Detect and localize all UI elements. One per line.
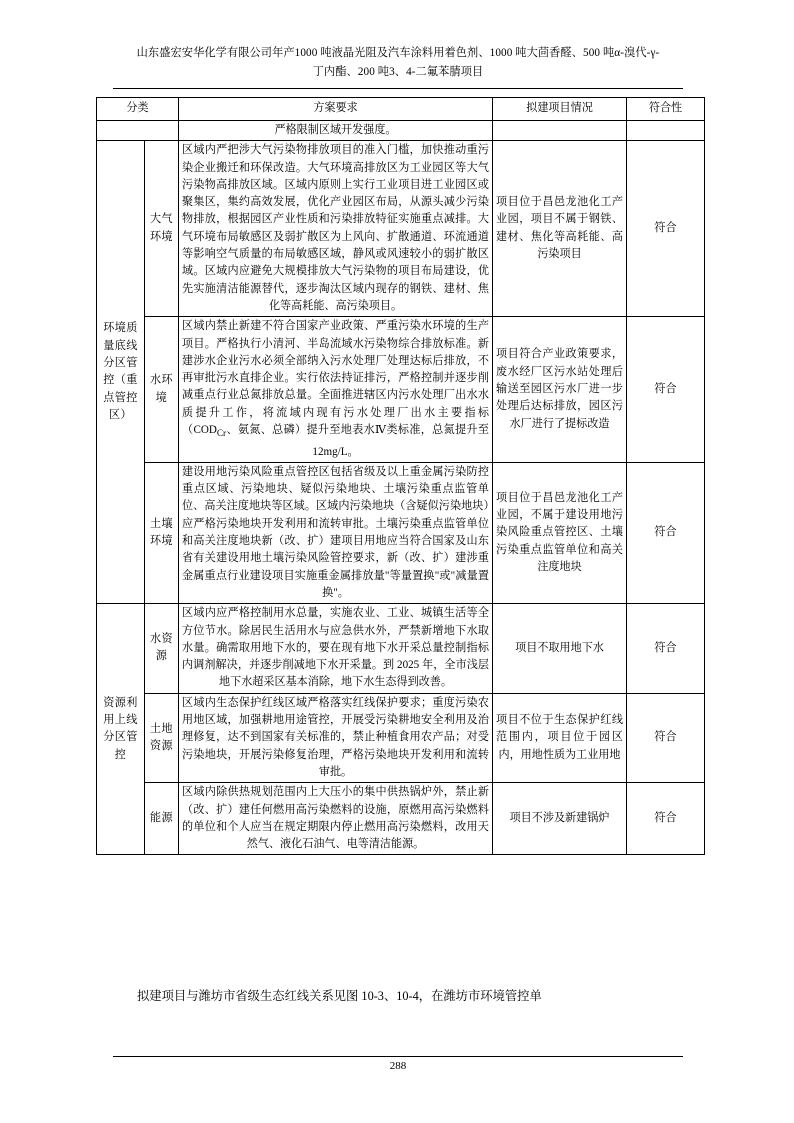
- header-line-1: 山东盛宏安华化学有限公司年产1000 吨液晶光阻及汽车涂料用着色剂、1000 吨大茴香醛、500 吨α-溴代-γ-: [136, 47, 660, 59]
- table-row: [97, 604, 705, 693]
- column-header-requirement: 方案要求: [179, 98, 493, 121]
- requirement-cell-air: 区域内严把涉大气污染物排放项目的准入门槛，加快推动重污染企业搬迁和环保改造。大气环境高排放区为工业园区等大气污染物高排放区域。区域内原则上实行工业项目进工业园区或聚集区，集约高效发展，优化产业园区布局，从源头减少污染物排放，根据园区产业性质和污染排放特征实施重点减排。大气环境布局敏感区及弱扩散区为上风向、扩散通道、环流通道等影响空气质量的布局敏感区域，静风或风速较小的弱扩散区域。区域内应避免大规模排放大气污染物的项目布局建设，优先实施清洁能源替代，逐步淘汰区域内现存的钢铁、建材、焦化等高耗能、高污染项目。: [179, 141, 493, 317]
- intro-compliance-cell: [627, 121, 705, 141]
- document-running-header: [113, 44, 683, 82]
- subcategory-cell-energy: [145, 783, 179, 855]
- table-row-intro: [97, 121, 705, 141]
- category-cell-resource-utilization: [97, 604, 145, 855]
- project-status-cell-water-env: 项目符合产业政策要求，废水经厂区污水站处理后输送至园区污水厂进一步处理后达标排放，园区污水厂进行了提标改造: [493, 317, 627, 463]
- table-header-row: [97, 98, 705, 121]
- column-header-compliance: 符合性: [627, 98, 705, 121]
- environmental-control-table-wrapper: [96, 97, 704, 855]
- requirement-cell-energy: 区域内除供热规划范围内上大压小的集中供热锅炉外，禁止新（改、扩）建任何燃用高污染燃料的设施，原燃用高污染燃料的单位和个人应当在规定期限内停止燃用高污染燃料，改用天然气、液化石油气、电等清洁能源。: [179, 783, 493, 855]
- subcategory-label: 土地资源: [150, 722, 173, 752]
- subcategory-label: 土壤环境: [150, 517, 173, 548]
- category-cell-environmental-quality: [97, 141, 145, 604]
- requirement-cell-land-resource: 区域内生态保护红线区域严格落实红线保护要求；重度污染农用地区域，加强耕地用途管控，开展受污染耕地安全利用及治理修复，达不到国家有关标准的，禁止种植食用农产品；对受污染地块，开展污染修复治理，严格污染地块开发利用和流转审批。: [179, 693, 493, 782]
- subcategory-label: 水环境: [150, 374, 173, 404]
- environmental-control-table: [96, 97, 705, 855]
- subcategory-cell-land-resource: [145, 693, 179, 782]
- page-number: 288: [389, 1060, 407, 1072]
- requirement-cell-water-env: 区域内禁止新建不符合国家产业政策、严重污染水环境的生产项目。严格执行小清河、半岛流域水污染物综合排放标准。新建涉水企业污水必须全部纳入污水处理厂处理达标后排放，不再审批污水直排企业。实行依法持证排污，严格控制并逐步削减重点行业总氮排放总量。全面推进辖区内污水处理厂出水水质提升工作，将流域内现有污水处理厂出水主要指标（$COD_{Cr}$、氨氮、总磷）提升至地表水Ⅳ类标准，总氮提升至 12mg/L。: [179, 317, 493, 463]
- requirement-cell-soil: 建设用地污染风险重点管控区包括省级及以上重金属污染防控重点区域、污染地块、疑似污染地块、土壤污染重点监管单位、高关注度地块等区域。区域内污染地块（含疑似污染地块）应严格污染地块开发利用和流转审批。土壤污染重点监管单位和高关注度地块新（改、扩）建项目用地应当符合国家及山东省有关建设用地土壤污染风险管控要求，新（改、扩）建涉重金属重点行业建设项目实施重金属排放量"等量置换"或"减量置换"。: [179, 462, 493, 603]
- project-status-cell-energy: 项目不涉及新建锅炉: [493, 783, 627, 855]
- intro-project-cell: [493, 121, 627, 141]
- compliance-cell-water-env: 符合: [627, 317, 705, 463]
- category-label: 资源利用上线分区管控: [103, 696, 138, 761]
- project-status-cell-land-resource: 项目不位于生态保护红线范围内，项目位于园区内，用地性质为工业用地: [493, 693, 627, 782]
- subcategory-label: 水资源: [150, 633, 173, 663]
- table-row: [97, 141, 705, 317]
- table-row: [97, 783, 705, 855]
- compliance-cell-energy: 符合: [627, 783, 705, 855]
- subcategory-cell-air: [145, 141, 179, 317]
- column-header-project-status: 拟建项目情况: [493, 98, 627, 121]
- intro-category-cell: [97, 121, 179, 141]
- project-status-cell-soil: 项目位于昌邑龙池化工产业园，不属于建设用地污染风险重点管控区、土壤污染重点监管单位和高关注度地块: [493, 462, 627, 603]
- subcategory-cell-water-resource: [145, 604, 179, 693]
- compliance-cell-land-resource: 符合: [627, 693, 705, 782]
- subcategory-cell-soil: [145, 462, 179, 603]
- table-row: [97, 462, 705, 603]
- subcategory-label: 能源: [150, 812, 173, 825]
- footer-divider-rule: [113, 1056, 683, 1057]
- header-divider-rule: [113, 88, 683, 89]
- table-row: [97, 317, 705, 463]
- compliance-cell-soil: 符合: [627, 462, 705, 603]
- compliance-cell-air: 符合: [627, 141, 705, 317]
- subcategory-label: 大气环境: [150, 213, 173, 243]
- project-status-cell-water-resource: 项目不取用地下水: [493, 604, 627, 693]
- requirement-cell-water-resource: 区域内应严格控制用水总量，实施农业、工业、城镇生活等全方位节水。除居民生活用水与应急供水外，严禁新增地下水取水量。确需取用地下水的，要在现有地下水开采总量控制指标内调剂解决，并逐步削减地下水开采量。到 2025 年，全市浅层地下水超采区基本消除，地下水生态得到改善。: [179, 604, 493, 693]
- column-header-category: 分类: [97, 98, 179, 121]
- category-label: 环境质量底线分区管控（重点管控区）: [103, 322, 138, 421]
- subcategory-cell-water-env: [145, 317, 179, 463]
- table-head: [97, 98, 705, 121]
- project-status-cell-air: 项目位于昌邑龙池化工产业园，项目不属于钢铁、建材、焦化等高耗能、高污染项目: [493, 141, 627, 317]
- closing-paragraph: 拟建项目与潍坊市省级生态红线关系见图 10-3、10-4，在潍坊市环境管控单: [137, 989, 542, 1003]
- compliance-cell-water-resource: 符合: [627, 604, 705, 693]
- table-row: [97, 693, 705, 782]
- table-body: [97, 121, 705, 855]
- intro-requirement-cell: 严格限制区域开发强度。: [179, 121, 493, 141]
- header-line-2: 丁内酯、200 吨3、4-二氟苯腈项目: [312, 66, 484, 78]
